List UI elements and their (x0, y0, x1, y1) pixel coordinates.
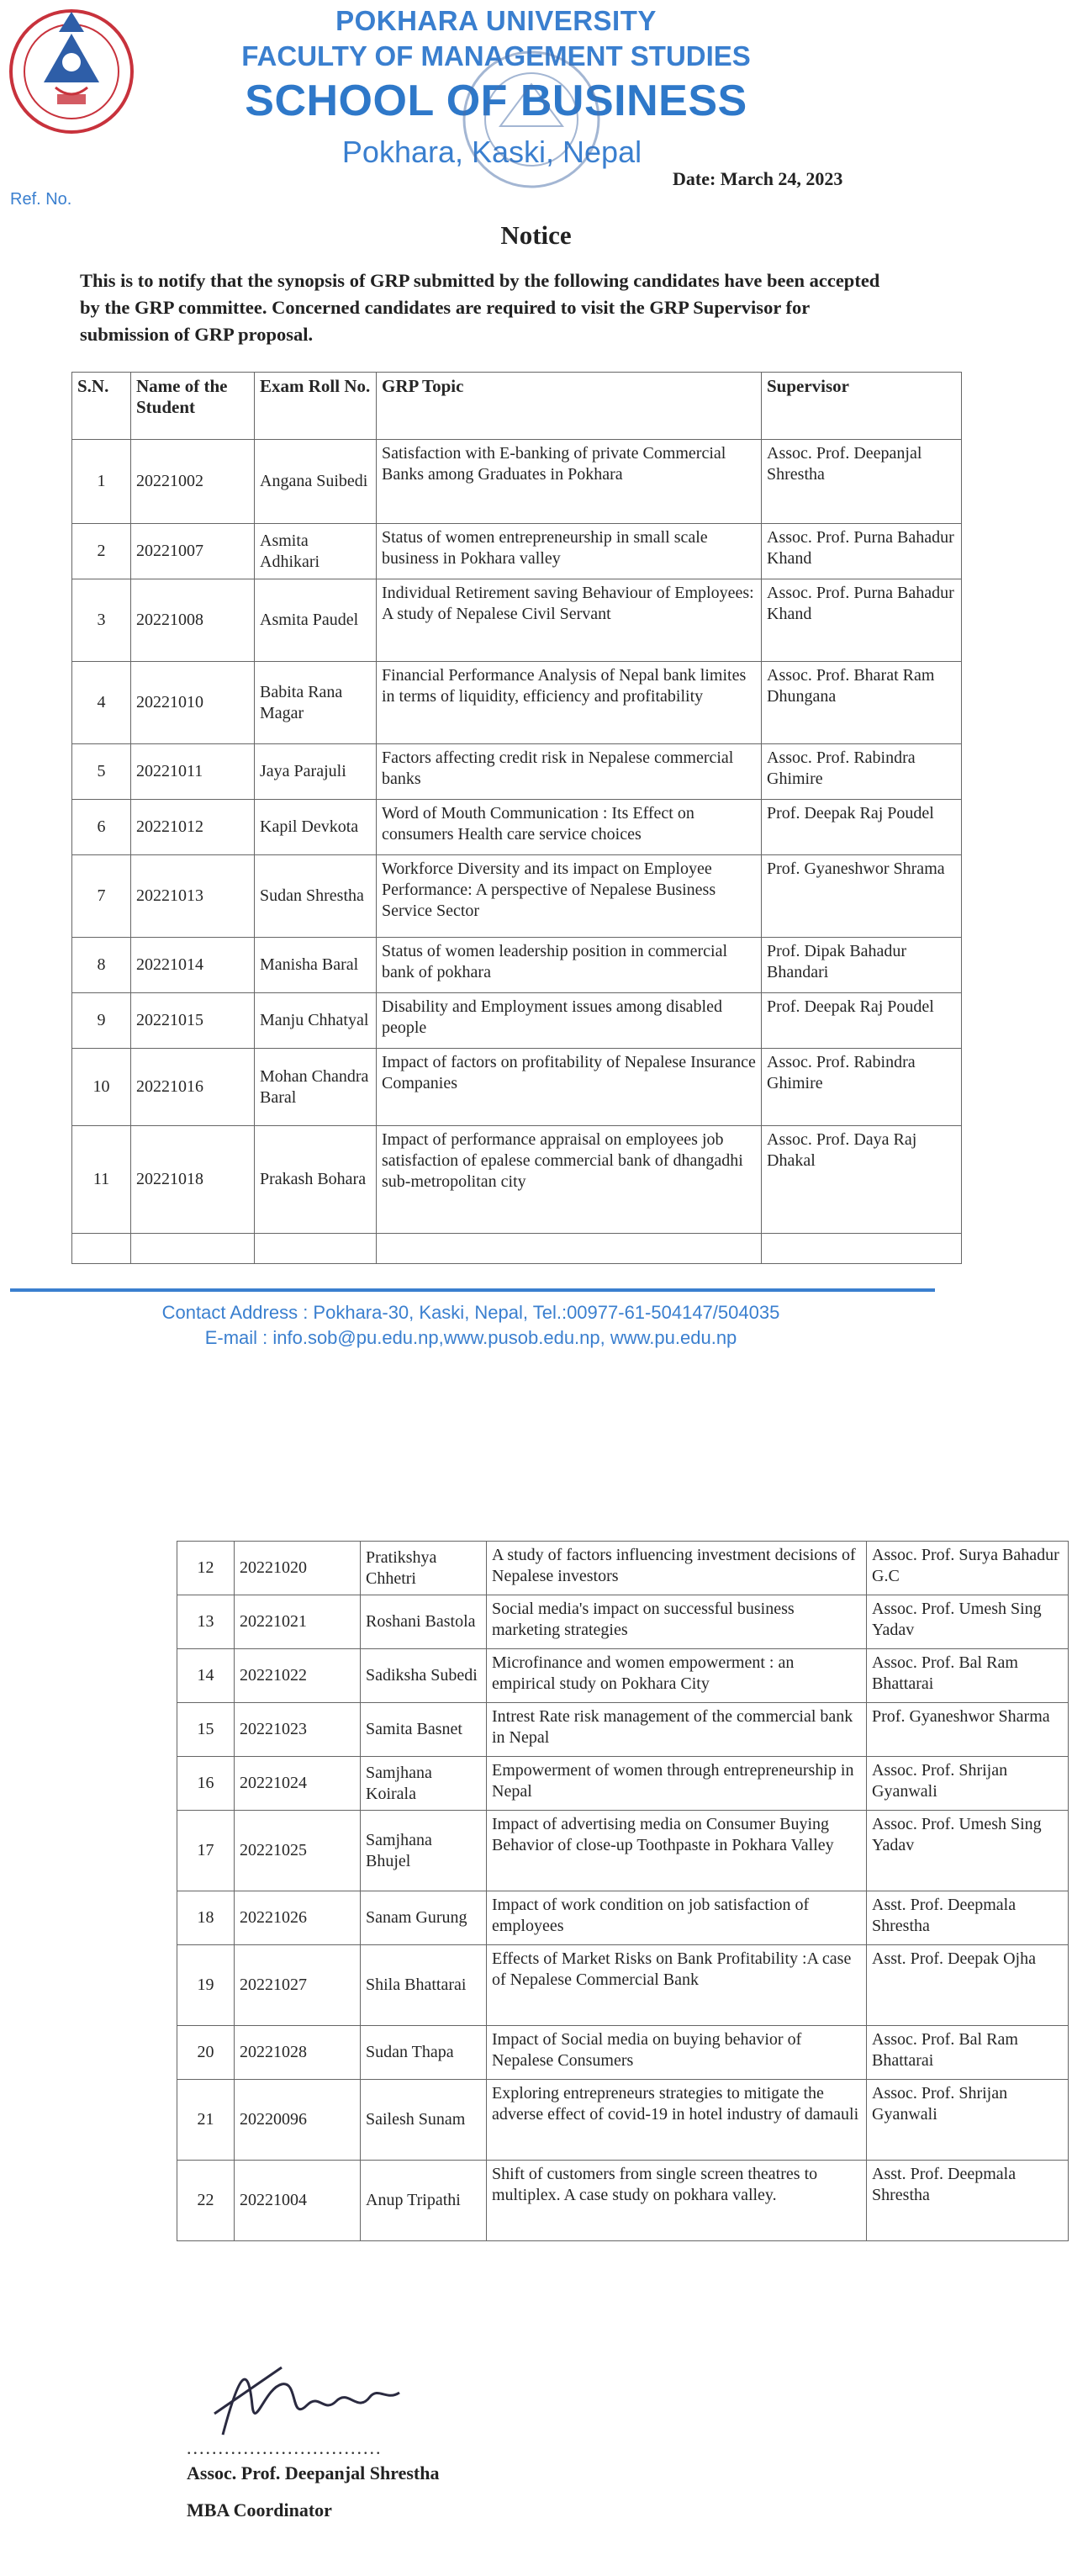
row-sn: 17 (177, 1811, 235, 1891)
row-roll: 20221004 (235, 2161, 361, 2241)
row-name: Manju Chhatyal (255, 993, 377, 1049)
row-supervisor: Assoc. Prof. Shrijan Gyanwali (867, 1757, 1069, 1811)
row-topic: Impact of factors on profitability of Nepalese Insurance Companies (377, 1049, 762, 1126)
row-topic: Impact of performance appraisal on employees job satisfaction of epalese commercial bank of dhangadhi sub-metropolitan city (377, 1126, 762, 1234)
table-row (177, 1945, 1069, 2026)
signatory-title: MBA Coordinator (187, 2499, 332, 2520)
row-supervisor: Prof. Dipak Bahadur Bhandari (762, 938, 962, 993)
row-sn: 7 (72, 855, 131, 938)
row-topic: Factors affecting credit risk in Nepalese commercial banks (377, 744, 762, 800)
row-supervisor: Prof. Deepak Raj Poudel (762, 800, 962, 855)
row-sn: 1 (72, 440, 131, 524)
table-empty-row (72, 1234, 962, 1264)
official-stamp-icon (458, 46, 605, 193)
row-sn: 13 (177, 1595, 235, 1649)
row-topic: Status of women leadership position in commercial bank of pokhara (377, 938, 762, 993)
row-supervisor: Prof. Gyaneshwor Sharma (867, 1703, 1069, 1757)
row-name: Mohan Chandra Baral (255, 1049, 377, 1126)
table-row (177, 2026, 1069, 2080)
row-supervisor: Assoc. Prof. Rabindra Ghimire (762, 744, 962, 800)
row-supervisor: Assoc. Prof. Surya Bahadur G.C (867, 1542, 1069, 1595)
row-sn: 3 (72, 579, 131, 662)
school-name: SCHOOL OF BUSINESS (245, 77, 747, 125)
row-name: Sanam Gurung (361, 1891, 487, 1945)
table-row (177, 1595, 1069, 1649)
row-supervisor: Assoc. Prof. Deepanjal Shrestha (762, 440, 962, 524)
row-topic: Status of women entrepreneurship in small scale business in Pokhara valley (377, 524, 762, 579)
school-location: Pokhara, Kaski, Nepal (341, 135, 642, 169)
table-row (177, 1542, 1069, 1595)
row-sn: 8 (72, 938, 131, 993)
candidates-table-page1 (71, 372, 962, 1264)
row-supervisor: Asst. Prof. Deepmala Shrestha (867, 1891, 1069, 1945)
row-supervisor: Assoc. Prof. Rabindra Ghimire (762, 1049, 962, 1126)
ref-no-label: Ref. No. (10, 190, 72, 209)
row-name: Babita Rana Magar (255, 662, 377, 744)
table-row (72, 938, 962, 993)
row-supervisor: Assoc. Prof. Daya Raj Dhakal (762, 1126, 962, 1234)
table-row (72, 524, 962, 579)
row-name: Kapil Devkota (255, 800, 377, 855)
row-topic: Social media's impact on successful business marketing strategies (487, 1595, 867, 1649)
row-topic: Satisfaction with E-banking of private Commercial Banks among Graduates in Pokhara (377, 440, 762, 524)
row-topic: Impact of Social media on buying behavior of Nepalese Consumers (487, 2026, 867, 2080)
row-name: Samjhana Bhujel (361, 1811, 487, 1891)
row-name: Jaya Parajuli (255, 744, 377, 800)
header-sn: S.N. (72, 373, 131, 440)
row-name: Sailesh Sunam (361, 2080, 487, 2161)
row-sn: 21 (177, 2080, 235, 2161)
row-topic: Shift of customers from single screen theatres to multiplex. A case study on pokhara valley. (487, 2161, 867, 2241)
candidates-table-page2 (177, 1541, 1069, 2241)
row-name: Asmita Adhikari (255, 524, 377, 579)
row-roll: 20221022 (235, 1649, 361, 1703)
row-sn: 14 (177, 1649, 235, 1703)
row-topic: Microfinance and women empowerment : an empirical study on Pokhara City (487, 1649, 867, 1703)
contact-address: Contact Address : Pokhara-30, Kaski, Nepal, Tel.:00977-61-504147/504035 (161, 1302, 780, 1323)
row-roll: 20221028 (235, 2026, 361, 2080)
row-topic: Disability and Employment issues among disabled people (377, 993, 762, 1049)
header-supervisor: Supervisor (762, 373, 962, 440)
row-roll: 20221027 (235, 1945, 361, 2026)
row-roll: 20221021 (235, 1595, 361, 1649)
row-topic: Empowerment of women through entrepreneurship in Nepal (487, 1757, 867, 1811)
row-supervisor: Assoc. Prof. Purna Bahadur Khand (762, 524, 962, 579)
row-topic: Financial Performance Analysis of Nepal bank limites in terms of liquidity, efficiency and profitability (377, 662, 762, 744)
row-supervisor: Assoc. Prof. Bal Ram Bhattarai (867, 1649, 1069, 1703)
footer-contact (0, 1300, 942, 1351)
row-roll: 20221023 (235, 1703, 361, 1757)
table-row (177, 2080, 1069, 2161)
row-sn: 20 (177, 2026, 235, 2080)
table-row (72, 1049, 962, 1126)
table-row (177, 1703, 1069, 1757)
row-name: Manisha Baral (255, 938, 377, 993)
row-supervisor: Assoc. Prof. Bharat Ram Dhungana (762, 662, 962, 744)
row-name: Asmita Paudel (255, 579, 377, 662)
row-name: Prakash Bohara (255, 1126, 377, 1234)
row-name: Samjhana Koirala (361, 1757, 487, 1811)
table-row (177, 1649, 1069, 1703)
row-roll: 20221020 (235, 1542, 361, 1595)
row-name: Sudan Shrestha (255, 855, 377, 938)
faculty-name: FACULTY OF MANAGEMENT STUDIES (241, 40, 751, 71)
row-topic: Word of Mouth Communication : Its Effect on consumers Health care service choices (377, 800, 762, 855)
row-supervisor: Assoc. Prof. Umesh Sing Yadav (867, 1595, 1069, 1649)
table-row (72, 579, 962, 662)
row-roll: 20221014 (131, 938, 255, 993)
university-logo (7, 7, 137, 137)
table-row (72, 800, 962, 855)
row-supervisor: Prof. Deepak Raj Poudel (762, 993, 962, 1049)
table-row (72, 744, 962, 800)
row-roll: 20221018 (131, 1126, 255, 1234)
row-name: Pratikshya Chhetri (361, 1542, 487, 1595)
header-name: Exam Roll No. (255, 373, 377, 440)
header-topic: GRP Topic (377, 373, 762, 440)
row-supervisor: Asst. Prof. Deepmala Shrestha (867, 2161, 1069, 2241)
university-name: POKHARA UNIVERSITY (335, 5, 657, 36)
table-row (72, 993, 962, 1049)
row-sn: 12 (177, 1542, 235, 1595)
row-topic: A study of factors influencing investment decisions of Nepalese investors (487, 1542, 867, 1595)
row-sn: 19 (177, 1945, 235, 2026)
row-name: Sadiksha Subedi (361, 1649, 487, 1703)
row-topic: Impact of work condition on job satisfaction of employees (487, 1891, 867, 1945)
table-row (72, 855, 962, 938)
row-roll: 20221015 (131, 993, 255, 1049)
row-supervisor: Prof. Gyaneshwor Shrama (762, 855, 962, 938)
notice-intro: This is to notify that the synopsis of GRP submitted by the following candidates have been accepted by the GRP committee. Concerned candidates are required to visit the GRP Supervisor for submission of GRP proposal. (80, 270, 880, 345)
row-sn: 6 (72, 800, 131, 855)
contact-email: E-mail : info.sob@pu.edu.np,www.pusob.edu.np, www.pu.edu.np (204, 1327, 737, 1348)
row-sn: 11 (72, 1126, 131, 1234)
table-row (72, 1126, 962, 1234)
row-topic: Effects of Market Risks on Bank Profitability :A case of Nepalese Commercial Bank (487, 1945, 867, 2026)
row-name: Roshani Bastola (361, 1595, 487, 1649)
row-topic: Intrest Rate risk management of the commercial bank in Nepal (487, 1703, 867, 1757)
row-roll: 20221025 (235, 1811, 361, 1891)
row-roll: 20221013 (131, 855, 255, 938)
row-sn: 16 (177, 1757, 235, 1811)
table-row (72, 440, 962, 524)
signature-line: ............................... (187, 2437, 383, 2458)
row-supervisor: Assoc. Prof. Purna Bahadur Khand (762, 579, 962, 662)
row-roll: 20221016 (131, 1049, 255, 1126)
table-row (177, 1891, 1069, 1945)
row-roll: 20221010 (131, 662, 255, 744)
row-roll: 20221002 (131, 440, 255, 524)
row-name: Angana Suibedi (255, 440, 377, 524)
row-supervisor: Asst. Prof. Deepak Ojha (867, 1945, 1069, 2026)
row-topic: Impact of advertising media on Consumer Buying Behavior of close-up Toothpaste in Pokhara Valley (487, 1811, 867, 1891)
row-topic: Individual Retirement saving Behaviour of Employees: A study of Nepalese Civil Servant (377, 579, 762, 662)
row-sn: 2 (72, 524, 131, 579)
row-supervisor: Assoc. Prof. Umesh Sing Yadav (867, 1811, 1069, 1891)
row-sn: 4 (72, 662, 131, 744)
notice-title: Notice (500, 220, 572, 250)
table-row (177, 2161, 1069, 2241)
row-roll: 20221026 (235, 1891, 361, 1945)
header-roll: Name of the Student (131, 373, 255, 440)
row-sn: 18 (177, 1891, 235, 1945)
row-roll: 20221008 (131, 579, 255, 662)
footer-divider (10, 1288, 935, 1292)
row-supervisor: Assoc. Prof. Shrijan Gyanwali (867, 2080, 1069, 2161)
row-sn: 10 (72, 1049, 131, 1126)
row-name: Anup Tripathi (361, 2161, 487, 2241)
row-topic: Workforce Diversity and its impact on Employee Performance: A perspective of Nepalese Business Service Sector (377, 855, 762, 938)
row-name: Shila Bhattarai (361, 1945, 487, 2026)
notice-date: Date: March 24, 2023 (673, 168, 843, 189)
row-supervisor: Assoc. Prof. Bal Ram Bhattarai (867, 2026, 1069, 2080)
row-roll: 20221007 (131, 524, 255, 579)
row-roll: 20221012 (131, 800, 255, 855)
table-row (177, 1811, 1069, 1891)
row-roll: 20221011 (131, 744, 255, 800)
row-sn: 22 (177, 2161, 235, 2241)
table-row (72, 662, 962, 744)
table-row (177, 1757, 1069, 1811)
row-name: Sudan Thapa (361, 2026, 487, 2080)
signatory-name: Assoc. Prof. Deepanjal Shrestha (187, 2462, 440, 2483)
row-topic: Exploring entrepreneurs strategies to mitigate the adverse effect of covid-19 in hotel industry of damauli (487, 2080, 867, 2161)
row-roll: 20221024 (235, 1757, 361, 1811)
row-sn: 5 (72, 744, 131, 800)
row-sn: 9 (72, 993, 131, 1049)
row-roll: 20220096 (235, 2080, 361, 2161)
row-name: Samita Basnet (361, 1703, 487, 1757)
row-sn: 15 (177, 1703, 235, 1757)
